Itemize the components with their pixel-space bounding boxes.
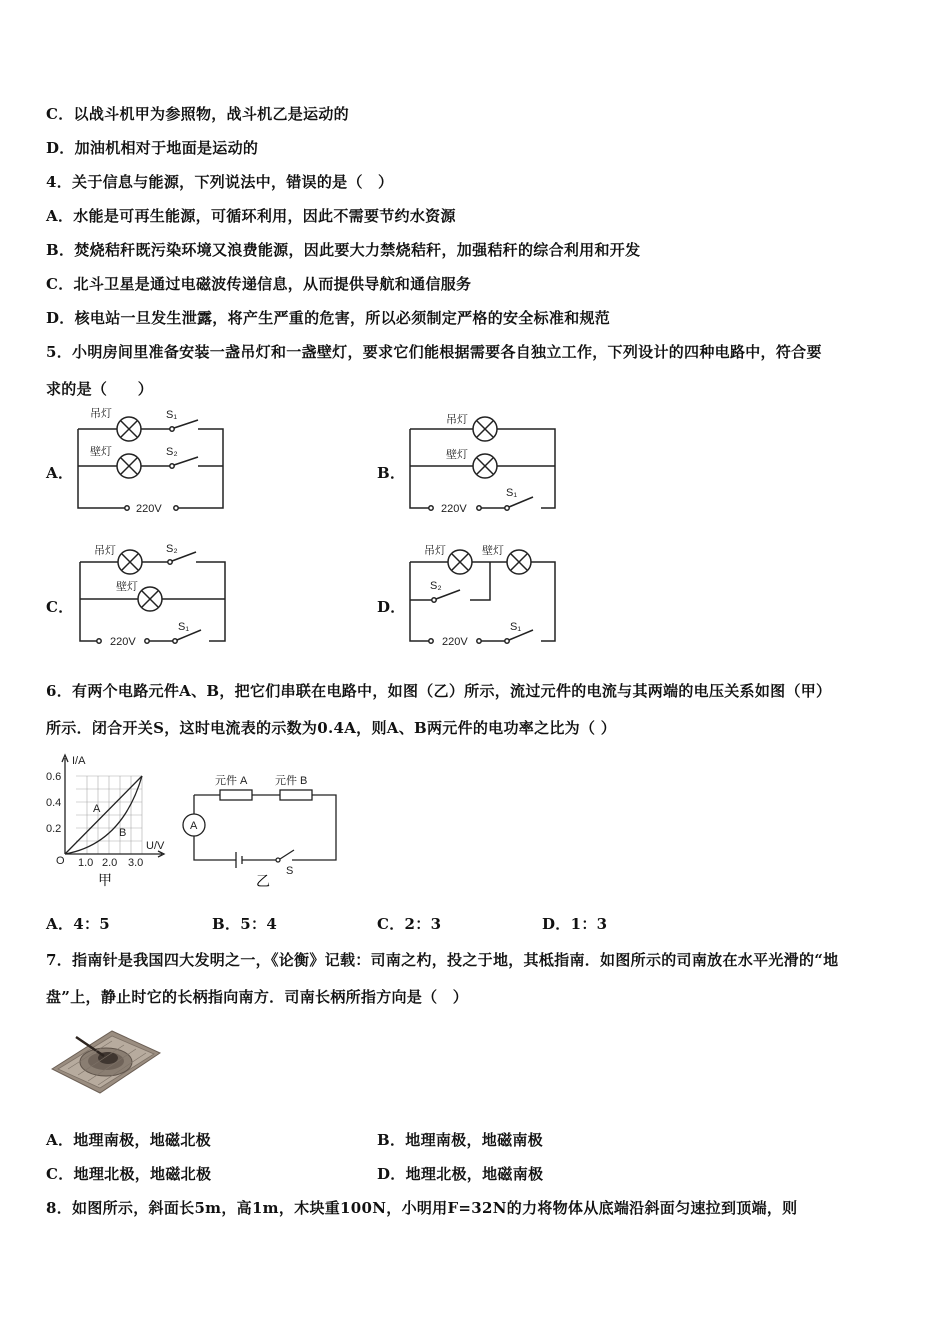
q4-option-a: A．水能是可再生能源，可循环利用，因此不需要节约水资源 [46, 207, 456, 225]
graph-x-axis-label: U/V [146, 840, 165, 852]
iu-graph [42, 752, 172, 890]
a-s1-label: S₁ [166, 409, 178, 421]
graph-y-axis-label: I/A [72, 755, 86, 767]
graph-y-tick: 0.2 [46, 823, 62, 835]
a-lamp-hang-label: 吊灯 [90, 408, 112, 420]
ammeter-symbol: A [190, 820, 198, 832]
element-b-label: 元件 B [275, 775, 308, 787]
graph-y-tick: 0.4 [46, 797, 62, 809]
b-lamp-hang-label: 吊灯 [446, 414, 468, 426]
question-4: 4．关于信息与能源，下列说法中，错误的是（ ） [46, 173, 394, 191]
graph-x-tick: 2.0 [102, 857, 118, 869]
option-line-d: D．加油机相对于地面是运动的 [46, 139, 259, 157]
circuit-c [70, 540, 230, 650]
switch-label: S [286, 865, 294, 877]
graph-x-tick: 3.0 [128, 857, 144, 869]
graph-caption: 甲 [98, 872, 112, 888]
d-lamp-wall-label: 壁灯 [482, 545, 504, 557]
d-s2-label: S₂ [430, 580, 442, 592]
c-lamp-wall-label: 壁灯 [116, 581, 138, 593]
circuit-a [70, 405, 230, 515]
q4-option-c: C．北斗卫星是通过电磁波传递信息，从而提供导航和通信服务 [46, 275, 472, 293]
sinan-compass-image [48, 1025, 163, 1097]
c-lamp-hang-label: 吊灯 [94, 545, 116, 557]
q5-label-d: D． [377, 598, 406, 616]
b-s1-label: S₁ [506, 487, 518, 499]
a-s2-label: S₂ [166, 446, 178, 458]
q4-option-d: D．核电站一旦发生泄露，将产生严重的危害，所以必须制定严格的安全标准和规范 [46, 309, 611, 327]
circuit-b [402, 405, 562, 515]
element-a-label: 元件 A [215, 775, 248, 787]
question-5-line1: 5．小明房间里准备安装一盏吊灯和一盏壁灯，要求它们能根据需要各自独立工作，下列设计的四种电路中，符合要 [46, 343, 822, 361]
d-voltage-label: 220V [442, 636, 468, 648]
q5-label-c: C． [46, 598, 74, 616]
question-7-line2: 盘”上，静止时它的长柄指向南方．司南长柄所指方向是（ ） [46, 988, 469, 1006]
q6-option-c: C．2：3 [377, 915, 442, 933]
a-lamp-wall-label: 壁灯 [90, 446, 112, 458]
graph-x-tick: 1.0 [78, 857, 94, 869]
c-voltage-label: 220V [110, 636, 136, 648]
q7-option-d: D．地理北极，地磁南极 [377, 1165, 544, 1183]
q6-option-b: B．5：4 [212, 915, 278, 933]
q7-option-c: C．地理北极，地磁北极 [46, 1165, 212, 1183]
d-lamp-hang-label: 吊灯 [424, 545, 446, 557]
q6-option-a: A．4：5 [46, 915, 111, 933]
c-s1-label: S₁ [178, 621, 190, 633]
q5-label-a: A． [46, 464, 74, 482]
question-8: 8．如图所示，斜面长5m，高1m，木块重100N，小明用F=32N的力将物体从底端沿斜面匀速拉到顶端，则 [46, 1199, 798, 1217]
d-s1-label: S₁ [510, 621, 522, 633]
q7-option-a: A．地理南极，地磁北极 [46, 1131, 211, 1149]
q7-option-b: B．地理南极，地磁南极 [377, 1131, 543, 1149]
graph-origin-label: O [56, 855, 65, 867]
graph-curve-a-label: A [93, 803, 101, 815]
option-line-c: C．以战斗机甲为参照物，战斗机乙是运动的 [46, 105, 349, 123]
series-circuit [180, 764, 345, 890]
a-voltage-label: 220V [136, 503, 162, 515]
circuit-caption: 乙 [256, 873, 270, 889]
b-voltage-label: 220V [441, 503, 467, 515]
q5-label-b: B． [377, 464, 406, 482]
q4-option-b: B．焚烧秸秆既污染环境又浪费能源，因此要大力禁烧秸秆，加强秸秆的综合利用和开发 [46, 241, 641, 259]
question-5-line2: 求的是（ ） [46, 380, 154, 398]
question-6-line2: 所示．闭合开关S，这时电流表的示数为0.4A，则A、B两元件的电功率之比为（ ） [46, 719, 617, 737]
circuit-d [402, 540, 562, 650]
question-7-line1: 7．指南针是我国四大发明之一，《论衡》记载：司南之杓，投之于地，其柢指南．如图所示的司南放在水平光滑的“地 [46, 951, 839, 969]
question-6-line1: 6．有两个电路元件A、B，把它们串联在电路中，如图（乙）所示，流过元件的电流与其两端的电压关系如图（甲） [46, 682, 832, 700]
graph-y-tick: 0.6 [46, 771, 62, 783]
b-lamp-wall-label: 壁灯 [446, 449, 468, 461]
graph-curve-b-label: B [119, 827, 127, 839]
c-s2-label: S₂ [166, 543, 178, 555]
q6-option-d: D．1：3 [542, 915, 608, 933]
